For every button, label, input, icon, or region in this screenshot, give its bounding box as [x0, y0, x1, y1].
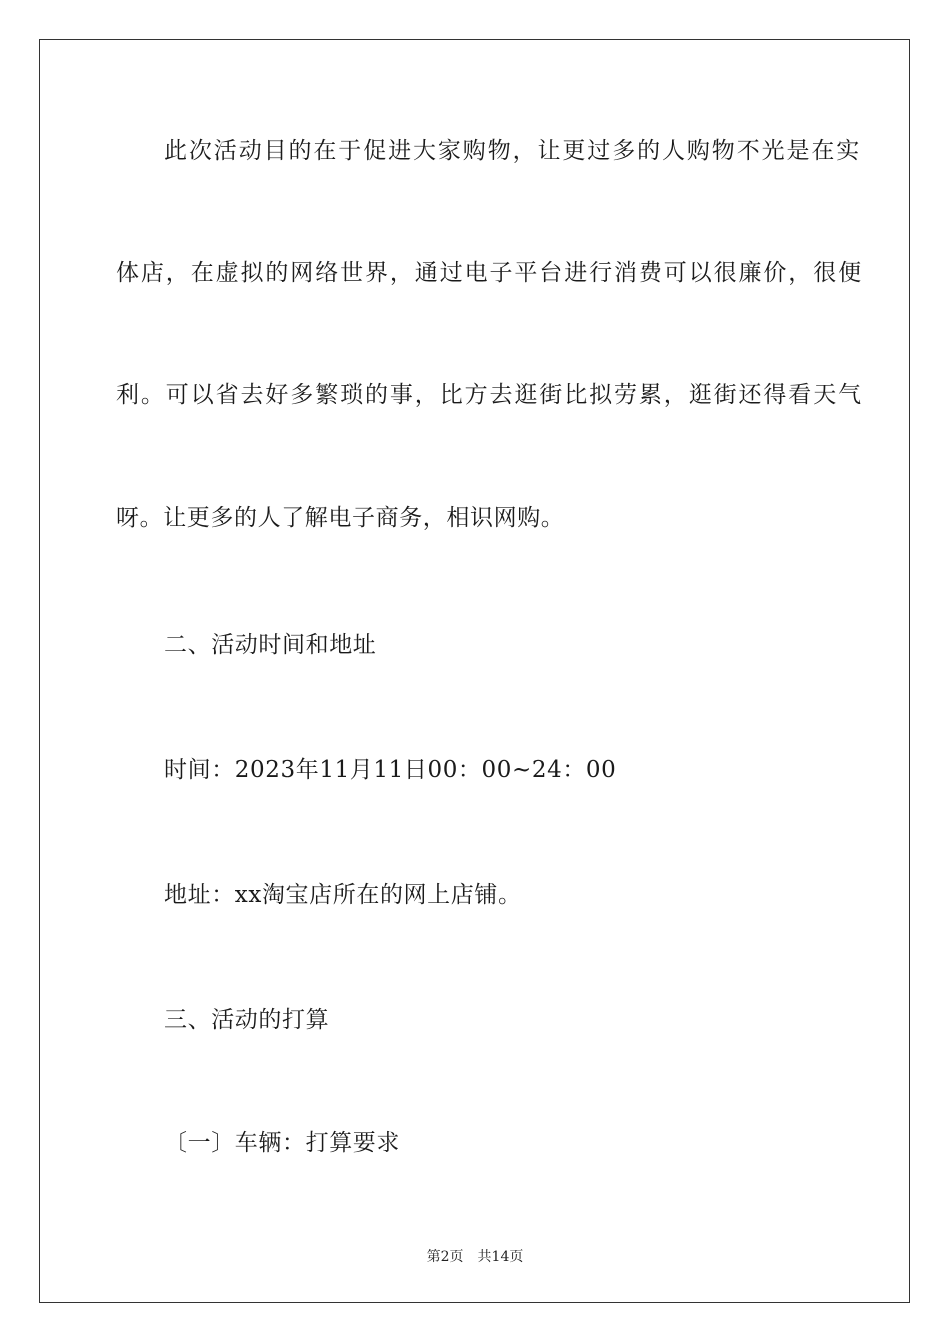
section-two-heading: 二、活动时间和地址 — [164, 632, 377, 658]
page-footer — [0, 1247, 950, 1267]
section-three-heading: 三、活动的打算 — [164, 1007, 330, 1033]
page-border — [39, 39, 910, 1303]
paragraph-line-2: 体店，在虚拟的网络世界，通过电子平台进行消费可以很廉价，很便 — [116, 260, 863, 286]
page-number: 第2页 — [426, 1249, 464, 1265]
paragraph-line-1: 此次活动目的在于促进大家购物，让更过多的人购物不光是在实 — [164, 138, 862, 164]
total-pages: 共14页 — [477, 1249, 524, 1265]
paragraph-line-4: 呀。让更多的人了解电子商务，相识网购。 — [116, 505, 565, 531]
address-line: 地址：xx淘宝店所在的网上店铺。 — [164, 882, 522, 908]
paragraph-line-3: 利。可以省去好多繁琐的事，比方去逛街比拟劳累，逛街还得看天气 — [116, 382, 863, 408]
time-line: 时间：2023年11月11日00：00~24：00 — [164, 757, 617, 783]
subsection-one-heading: 〔一〕车辆：打算要求 — [164, 1130, 400, 1156]
